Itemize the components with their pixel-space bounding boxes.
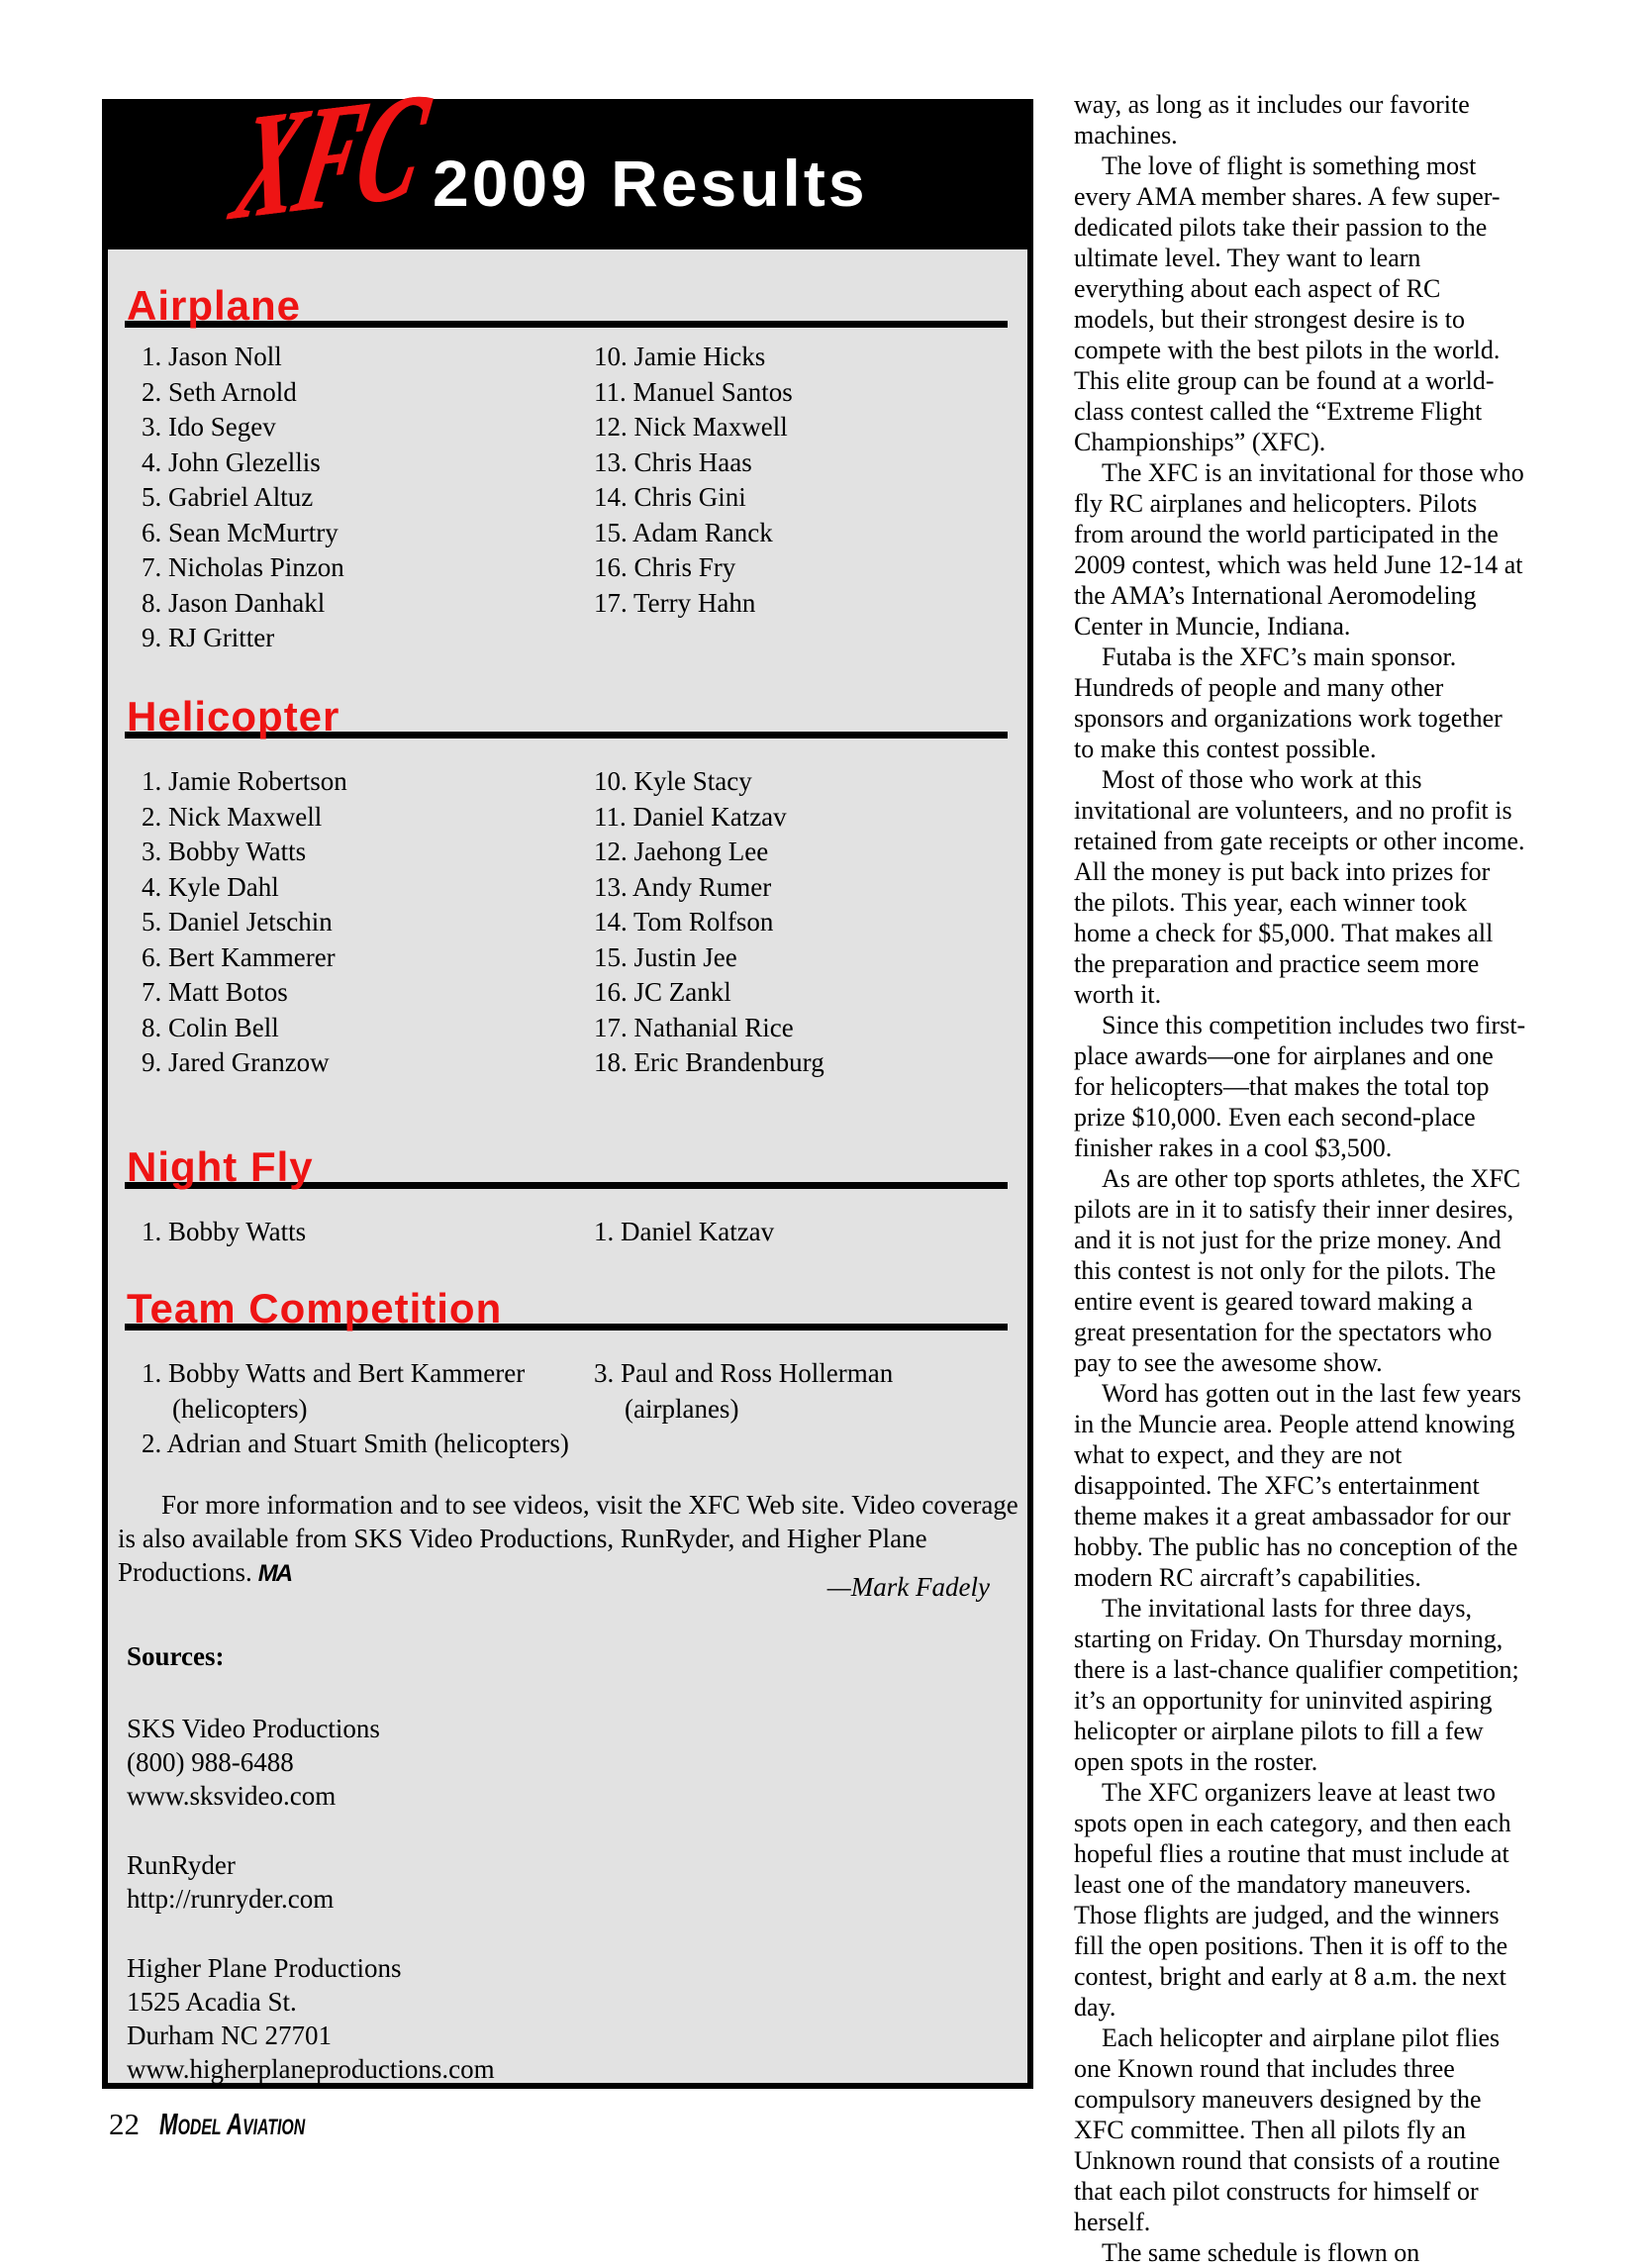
pilot-entry: 9. RJ Gritter bbox=[142, 623, 275, 652]
pilot-entry: 5. Gabriel Altuz bbox=[142, 482, 314, 512]
article-paragraph: Word has gotten out in the last few years in the Muncie area. People attend knowing what to expect, and they are not disappointed. The XFC’s entertainment theme makes it a great ambassador for our hobby. The public has no conception of the modern RC aircraft’s capabilities. bbox=[1074, 1379, 1521, 1592]
source-line: SKS Video Productions bbox=[127, 1714, 380, 1743]
article-paragraph: The XFC organizers leave at least two spots open in each category, and then each hopeful flies a routine that must include at least one of the mandatory maneuvers. Those flights are judged, and the winners fill the open positions. Then it is off to the contest, bright and early at 8 a.m. the next day. bbox=[1074, 1778, 1511, 2021]
source-higher-plane bbox=[127, 1951, 495, 2086]
helicopter-col2 bbox=[594, 764, 1008, 1081]
pilot-entry: 3. Ido Segev bbox=[142, 412, 276, 442]
results-title: 2009 Results bbox=[433, 147, 868, 220]
magazine-logo: Model Aviation bbox=[159, 2107, 306, 2141]
helicopter-heading: Helicopter bbox=[127, 693, 340, 740]
section-airplane bbox=[125, 282, 1008, 652]
pilot-entry: 2. Seth Arnold bbox=[142, 376, 297, 407]
pilot-entry: 12. Nick Maxwell bbox=[594, 412, 788, 442]
results-box bbox=[102, 60, 1033, 2089]
pilot-entry: 18. Eric Brandenburg bbox=[594, 1047, 824, 1077]
author-byline: —Mark Fadely bbox=[826, 1572, 990, 1602]
pilot-entry: 10. Jamie Hicks bbox=[594, 342, 766, 371]
pilot-entry: 13. Chris Haas bbox=[594, 446, 752, 477]
pilot-entry: 6. Bert Kammerer bbox=[142, 941, 336, 972]
pilot-entry: 17. Nathanial Rice bbox=[594, 1012, 794, 1042]
source-line: Durham NC 27701 bbox=[127, 2021, 332, 2050]
team-entry: 1. Bobby Watts and Bert Kammerer (helicopters) bbox=[142, 1358, 526, 1424]
page-footer bbox=[109, 2107, 361, 2142]
sources-block bbox=[127, 1641, 495, 2121]
night-fly-results bbox=[142, 1215, 1008, 1250]
airplane-col2 bbox=[594, 340, 1008, 656]
pilot-entry: 1. Jason Noll bbox=[142, 342, 282, 371]
results-header bbox=[108, 60, 1027, 253]
article-paragraph: Futaba is the XFC’s main sponsor. Hundreds of people and many other sponsors and organizations work together to make this contest possible. bbox=[1074, 642, 1503, 763]
pilot-entry: 8. Jason Danhakl bbox=[142, 587, 326, 618]
pilot-entry: 11. Daniel Katzav bbox=[594, 801, 787, 832]
source-runryder bbox=[127, 1848, 495, 1916]
article-paragraph: Most of those who work at this invitational are volunteers, and no profit is retained from gate receipts or other income. All the money is put back into prizes for the pilots. This year, each winner took home a check for $5,000. That makes all the preparation and practice seem more worth it. bbox=[1074, 765, 1525, 1009]
article-paragraph: The XFC is an invitational for those who fly RC airplanes and helicopters. Pilots from around the world participated in the 2009 contest, which was held June 12-14 at the AMA’s International Aeromodeling Center in Muncie, Indiana. bbox=[1074, 458, 1524, 641]
pilot-entry: 10. Kyle Stacy bbox=[594, 766, 752, 796]
source-line: www.higherplaneproductions.com bbox=[127, 2054, 495, 2084]
pilot-entry: 7. Matt Botos bbox=[142, 977, 288, 1007]
section-night-fly bbox=[125, 1143, 1008, 1246]
article-paragraph: The same schedule is flown on bbox=[1102, 2238, 1420, 2267]
article-column bbox=[1074, 89, 1527, 2268]
article-paragraph: The invitational lasts for three days, starting on Friday. On Thursday morning, there is a last-chance qualifier competition; it’s an opportunity for uninvited aspiring helicopter or airplane pilots to fill a few open spots in the roster. bbox=[1074, 1594, 1519, 1776]
pilot-entry: 14. Chris Gini bbox=[594, 482, 746, 512]
pilot-entry: 1. Jamie Robertson bbox=[142, 766, 347, 796]
night-fly-heading: Night Fly bbox=[127, 1143, 314, 1190]
article-paragraph: Since this competition includes two first-place awards—one for airplanes and one for helicopters—that makes the total top prize $10,000. Even each second-place finisher rakes in a cool $3,500. bbox=[1074, 1011, 1526, 1162]
xfc-logo: XFC bbox=[223, 60, 439, 253]
pilot-entry: 7. Nicholas Pinzon bbox=[142, 552, 344, 582]
source-line: RunRyder bbox=[127, 1850, 236, 1880]
sources-label: Sources: bbox=[127, 1641, 225, 1671]
pilot-entry: 12. Jaehong Lee bbox=[594, 837, 769, 866]
source-line: www.sksvideo.com bbox=[127, 1781, 337, 1811]
ma-end-mark: MA bbox=[257, 1560, 292, 1587]
source-line: (800) 988-6488 bbox=[127, 1747, 294, 1777]
pilot-entry: 8. Colin Bell bbox=[142, 1012, 279, 1042]
pilot-entry: 16. JC Zankl bbox=[594, 977, 731, 1007]
team-col1 bbox=[142, 1356, 594, 1462]
pilot-entry: 4. Kyle Dahl bbox=[142, 871, 279, 902]
pilot-entry: 15. Justin Jee bbox=[594, 941, 737, 972]
airplane-heading: Airplane bbox=[127, 282, 302, 329]
pilot-entry: 15. Adam Ranck bbox=[594, 517, 773, 547]
article-paragraph: As are other top sports athletes, the XFC pilots are in it to satisfy their inner desires, and it is not just for the prize money. And this contest is not only for the pilots. The entire event is geared toward making a great presentation for the spectators who pay to see the awesome show. bbox=[1074, 1164, 1521, 1377]
pilot-entry: 17. Terry Hahn bbox=[594, 587, 756, 618]
pilot-entry: 3. Bobby Watts bbox=[142, 837, 307, 866]
source-sks bbox=[127, 1712, 495, 1813]
pilot-entry: 13. Andy Rumer bbox=[594, 871, 772, 902]
pilot-entry: 5. Daniel Jetschin bbox=[142, 907, 333, 937]
pilot-entry: 1. Daniel Katzav bbox=[594, 1217, 775, 1246]
pilot-entry: 11. Manuel Santos bbox=[594, 376, 793, 407]
source-line: Higher Plane Productions bbox=[127, 1953, 402, 1983]
pilot-entry: 6. Sean McMurtry bbox=[142, 517, 339, 547]
team-competition-heading: Team Competition bbox=[127, 1285, 503, 1331]
pilot-entry: 4. John Glezellis bbox=[142, 446, 321, 477]
team-col2 bbox=[594, 1356, 1008, 1462]
source-line: 1525 Acadia St. bbox=[127, 1987, 297, 2017]
team-entry: 2. Adrian and Stuart Smith (helicopters) bbox=[142, 1429, 569, 1458]
article-paragraph: way, as long as it includes our favorite machines. bbox=[1074, 90, 1470, 149]
pilot-entry: 2. Nick Maxwell bbox=[142, 801, 323, 832]
pilot-entry: 9. Jared Granzow bbox=[142, 1047, 330, 1077]
page-number: 22 bbox=[109, 2107, 140, 2141]
helicopter-results bbox=[142, 764, 1008, 1081]
night-fly-col2 bbox=[594, 1215, 1008, 1250]
helicopter-col1 bbox=[142, 764, 594, 1081]
pilot-entry: 16. Chris Fry bbox=[594, 552, 736, 582]
airplane-results bbox=[142, 340, 1008, 656]
pilot-entry: 1. Bobby Watts bbox=[142, 1217, 307, 1246]
info-text: For more information and to see videos, visit the XFC Web site. Video coverage is also available from SKS Video Productions, RunRyder, and Higher Plane Productions. bbox=[118, 1490, 1018, 1587]
airplane-col1 bbox=[142, 340, 594, 656]
pilot-entry: 14. Tom Rolfson bbox=[594, 907, 774, 937]
night-fly-col1 bbox=[142, 1215, 594, 1250]
team-entry: 3. Paul and Ross Hollerman (airplanes) bbox=[594, 1358, 894, 1424]
article-paragraph: The love of flight is something most every AMA member shares. A few super-dedicated pilots take their passion to the ultimate level. They want to learn everything about each aspect of RC models, but their strongest desire is to compete with the best pilots in the world. This elite group can be found at a world-class contest called the “Extreme Flight Championships” (XFC). bbox=[1074, 151, 1501, 456]
article-paragraph: Each helicopter and airplane pilot flies one Known round that includes three compulsory maneuvers designed by the XFC committee. Then all pilots fly an Unknown round that consists of a routine that each pilot constructs for himself or herself. bbox=[1074, 2023, 1501, 2236]
team-competition-results bbox=[142, 1356, 1008, 1462]
source-line: http://runryder.com bbox=[127, 1884, 335, 1914]
section-team-competition bbox=[125, 1285, 1008, 1458]
section-helicopter bbox=[125, 693, 1008, 1077]
